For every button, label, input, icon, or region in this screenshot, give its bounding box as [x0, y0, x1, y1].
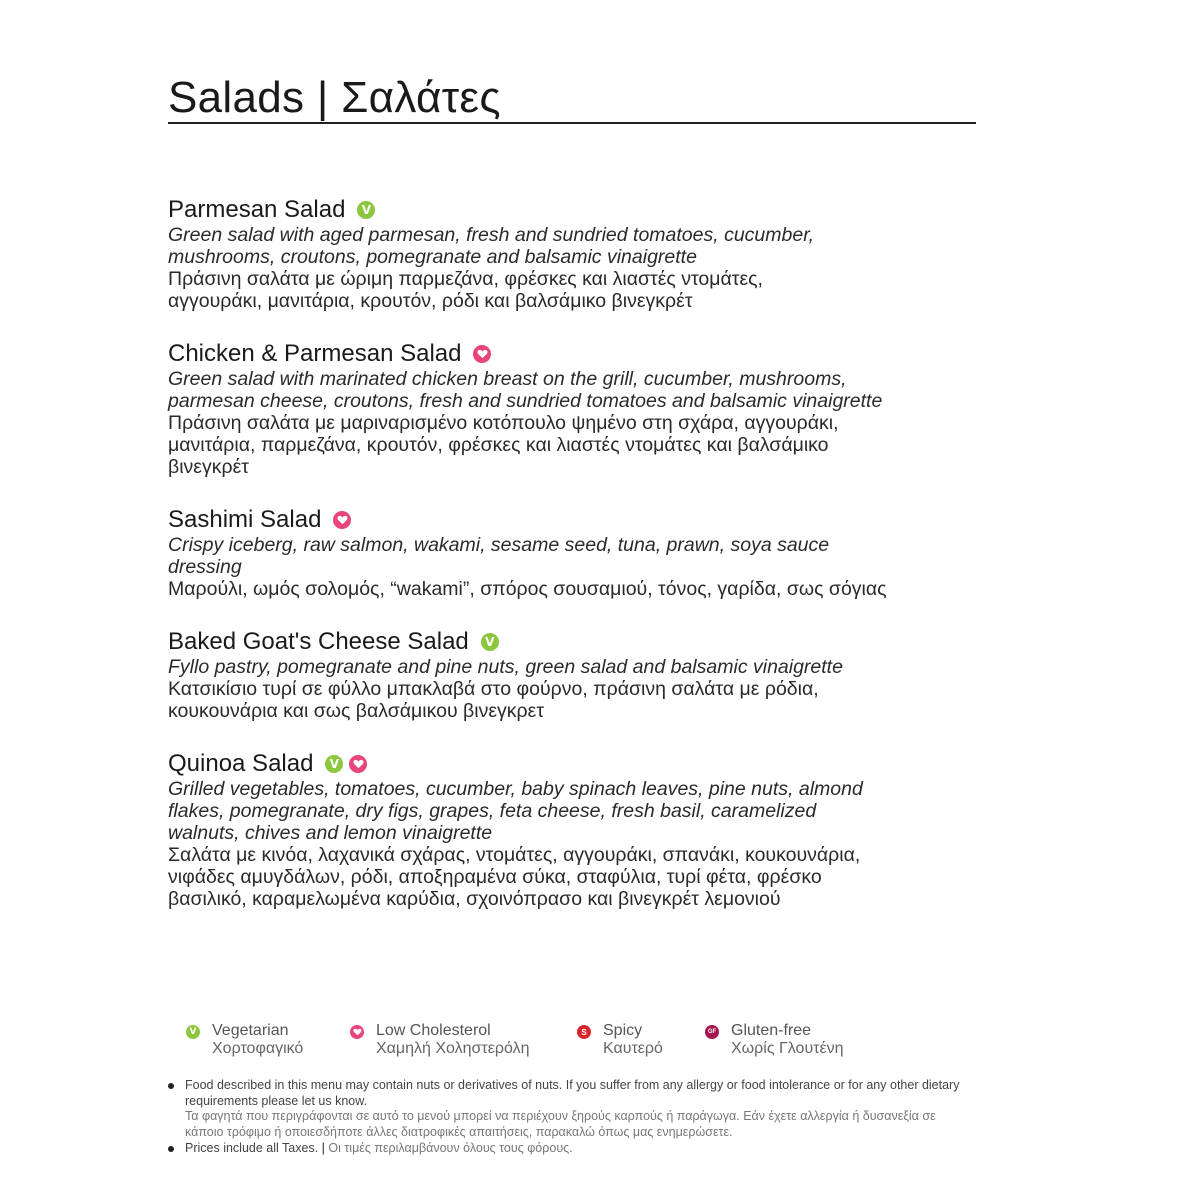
dietary-legend	[186, 1022, 886, 1062]
menu-item-badges	[473, 345, 491, 363]
allergy-note-el: Τα φαγητά που περιγράφονται σε αυτό το μενού μπορεί να περιέχουν ξηρούς καρπούς ή παράγωγα. Εάν έχετε αλλεργία ή δυσανεξία σε κάποιο τρόφιμο ή οποιεσδήποτε άλλες διατροφικές απαιτήσεις, παρακαλώ όπως μας ενημερώσετε.	[185, 1109, 936, 1139]
menu-item-description-en: Green salad with aged parmesan, fresh and sundried tomatoes, cucumber,	[168, 224, 815, 246]
menu-item	[168, 196, 908, 312]
vegetarian-icon: V	[481, 633, 499, 651]
menu-item-name: Parmesan Salad	[168, 196, 346, 223]
menu-item-description-en: Green salad with marinated chicken breast on the grill, cucumber, mushrooms,	[168, 368, 847, 390]
gluten-free-icon: GF	[705, 1025, 719, 1039]
prices-note-separator: |	[321, 1141, 325, 1155]
menu-item-description-el: Μαρούλι, ωμός σολομός, “wakami”, σπόρος σουσαμιού, τόνος, γαρίδα, σως σόγιας	[168, 578, 887, 600]
menu-item-description-en: Grilled vegetables, tomatoes, cucumber, baby spinach leaves, pine nuts, almond	[168, 778, 863, 800]
legend-spicy-en: Spicy	[603, 1022, 643, 1039]
legend-gluten-free-el: Χωρίς Γλουτένη	[731, 1040, 844, 1057]
menu-item	[168, 628, 908, 722]
menu-item-description-en: parmesan cheese, croutons, fresh and sundried tomatoes and balsamic vinaigrette	[168, 390, 883, 412]
menu-item-description-el: Πράσινη σαλάτα με μαριναρισμένο κοτόπουλο ψημένο στη σχάρα, αγγουράκι,	[168, 412, 839, 434]
menu-item-name: Quinoa Salad	[168, 750, 314, 777]
menu-item-description-en: mushrooms, croutons, pomegranate and balsamic vinaigrette	[168, 246, 697, 268]
legend-gluten-free-en: Gluten-free	[731, 1022, 812, 1039]
legend-low-cholesterol-el: Χαμηλή Χοληστερόλη	[376, 1040, 530, 1057]
vegetarian-icon: V	[325, 755, 343, 773]
menu-item	[168, 750, 908, 910]
menu-item-badges	[333, 511, 351, 529]
legend-vegetarian-en: Vegetarian	[212, 1022, 289, 1039]
title-divider	[168, 122, 976, 124]
prices-note-en: Prices include all Taxes.	[185, 1141, 319, 1155]
menu-item-title-row	[168, 506, 908, 534]
low-cholesterol-icon	[349, 755, 367, 773]
menu-item	[168, 340, 908, 478]
menu-item-title-row	[168, 750, 908, 778]
prices-note	[168, 1141, 968, 1157]
menu-item-name: Chicken & Parmesan Salad	[168, 340, 462, 367]
prices-note-el: Οι τιμές περιλαμβάνουν όλους τους φόρους.	[328, 1141, 573, 1155]
menu-item-description-en: Fyllo pastry, pomegranate and pine nuts, green salad and balsamic vinaigrette	[168, 656, 843, 678]
menu-item-description-el: νιφάδες αμυγδάλων, ρόδι, αποξηραμένα σύκα, σταφύλια, τυρί φέτα, φρέσκο	[168, 866, 822, 888]
vegetarian-icon: V	[357, 201, 375, 219]
vegetarian-icon: V	[186, 1025, 200, 1039]
menu-item-badges	[481, 633, 499, 651]
bullet-icon	[168, 1146, 174, 1152]
footnotes	[168, 1078, 968, 1158]
menu-item-description-el: αγγουράκι, μανιτάρια, κρουτόν, ρόδι και βαλσάμικο βινεγκρέτ	[168, 290, 693, 312]
menu-item-description-el: μανιτάρια, παρμεζάνα, κρουτόν, φρέσκες και λιαστές ντομάτες και βαλσάμικο	[168, 434, 829, 456]
legend-spicy	[577, 1022, 663, 1058]
legend-gluten-free	[705, 1022, 844, 1058]
low-cholesterol-icon	[473, 345, 491, 363]
menu-item-title-row	[168, 628, 908, 656]
menu-item-description-en: Crispy iceberg, raw salmon, wakami, sesame seed, tuna, prawn, soya sauce dressing	[168, 534, 830, 578]
legend-vegetarian	[186, 1022, 303, 1058]
page-title: Salads | Σαλάτες	[168, 73, 501, 122]
legend-low-cholesterol	[350, 1022, 529, 1058]
menu-item-name: Baked Goat's Cheese Salad	[168, 628, 469, 655]
menu-list	[168, 196, 908, 938]
bullet-icon	[168, 1083, 174, 1089]
low-cholesterol-icon	[350, 1025, 364, 1039]
menu-item-description-en: flakes, pomegranate, dry figs, grapes, feta cheese, fresh basil, caramelized	[168, 800, 817, 822]
menu-item-name: Sashimi Salad	[168, 506, 322, 533]
spicy-icon: S	[577, 1025, 591, 1039]
menu-item-badges	[357, 201, 375, 219]
allergy-note-en: Food described in this menu may contain nuts or derivatives of nuts. If you suffer from any allergy or food intolerance or for any other dietary requirements please let us know.	[185, 1078, 960, 1108]
legend-spicy-el: Καυτερό	[603, 1040, 663, 1057]
menu-item-title-row	[168, 196, 908, 224]
allergy-note	[168, 1078, 968, 1140]
menu-item-description-el: βινεγκρέτ	[168, 456, 249, 478]
low-cholesterol-icon	[333, 511, 351, 529]
menu-item-description-el: βασιλικό, καραμελωμένα καρύδια, σχοινόπρασο και βινεγκρέτ λεμονιού	[168, 888, 781, 910]
menu-item	[168, 506, 908, 600]
menu-item-description-el: Πράσινη σαλάτα με ώριμη παρμεζάνα, φρέσκες και λιαστές ντομάτες,	[168, 268, 763, 290]
menu-item-description-en: walnuts, chives and lemon vinaigrette	[168, 822, 493, 844]
legend-low-cholesterol-en: Low Cholesterol	[376, 1022, 491, 1039]
menu-item-description-el: κουκουνάρια και σως βαλσάμικου βινεγκρετ	[168, 700, 545, 722]
menu-item-description-el: Κατσικίσιο τυρί σε φύλλο μπακλαβά στο φούρνο, πράσινη σαλάτα με ρόδια,	[168, 678, 819, 700]
legend-vegetarian-el: Χορτοφαγικό	[212, 1040, 304, 1057]
menu-item-title-row	[168, 340, 908, 368]
menu-item-description-el: Σαλάτα με κινόα, λαχανικά σχάρας, ντομάτες, αγγουράκι, σπανάκι, κουκουνάρια,	[168, 844, 861, 866]
menu-item-badges	[325, 755, 367, 773]
